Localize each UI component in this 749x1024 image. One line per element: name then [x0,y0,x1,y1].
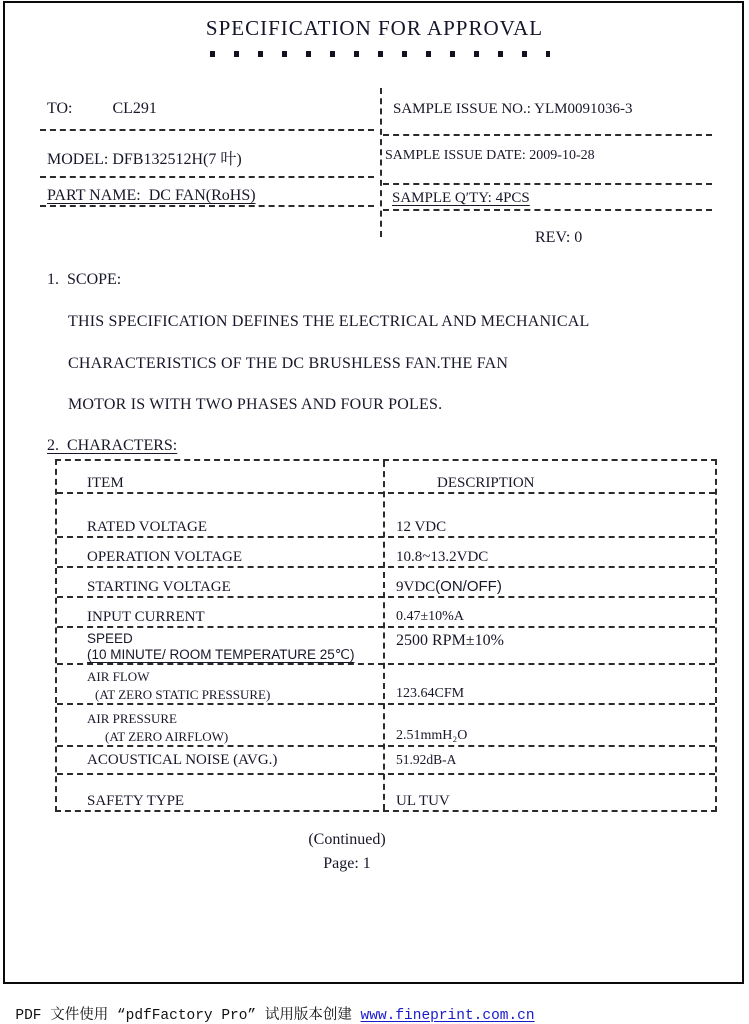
sample-qty-field: SAMPLE Q′TY: 4PCS [392,190,530,206]
table-header-row [57,461,715,494]
item-cell [57,669,383,703]
table-header-description: DESCRIPTION [437,475,535,491]
header-rule-right-1 [383,134,712,136]
header-column-divider [380,88,382,237]
item-label: OPERATION VOLTAGE [87,549,243,565]
header-rule-left-3 [40,205,374,207]
description-value: 123.64CFM [396,686,465,702]
table-row-acoustical-noise [57,747,715,775]
description-value: 0.47±10%A [396,609,464,625]
sample-issue-no-field: SAMPLE ISSUE NO.: YLM0091036-3 [393,101,633,117]
scope-line-1: THIS SPECIFICATION DEFINES THE ELECTRICAL AND MECHANICAL [68,313,590,330]
description-value: UL TUV [396,793,450,809]
table-row-air-pressure [57,705,715,747]
header-rule-right-3 [383,209,712,211]
description-value: 51.92dB-A [396,751,457,767]
continued-note: (Continued) [308,831,386,848]
item-sublabel: (AT ZERO AIRFLOW) [105,729,229,745]
rev-field: REV: 0 [535,229,583,246]
to-value: CL291 [112,100,157,117]
item-label: STARTING VOLTAGE [87,579,231,595]
page-number: Page: 1 [323,855,371,872]
table-row-speed [57,628,715,665]
table-row-input-current [57,598,715,628]
item-cell [57,631,383,663]
to-field [47,100,157,118]
title-dotted-underline [210,51,550,57]
table-row-rated-voltage [57,494,715,538]
pdf-notice-text: PDF 文件使用 “pdfFactory Pro” 试用版本创建 [15,1008,361,1024]
item-label: SPEED [87,630,133,646]
item-label: SAFETY TYPE [87,793,185,809]
item-cell [57,711,383,745]
pdf-footer-notice [0,987,535,1024]
description-value: 12 VDC [396,519,447,535]
table-row-operation-voltage [57,538,715,568]
characters-table [55,459,717,812]
part-name-field: PART NAME: DC FAN(RoHS) [47,187,256,204]
sample-issue-date-field: SAMPLE ISSUE DATE: 2009-10-28 [385,148,595,163]
table-row-air-flow [57,665,715,705]
page-title: SPECIFICATION FOR APPROVAL [205,16,544,40]
description-value: 2.51mmH₂O [396,728,468,744]
item-label: AIR PRESSURE [87,710,177,726]
item-label: AIR FLOW [87,668,150,684]
to-label: TO: [47,100,73,117]
item-sublabel: (AT ZERO STATIC PRESSURE) [95,687,271,703]
item-label: INPUT CURRENT [87,609,205,625]
description-value: 10.8~13.2VDC [396,549,489,565]
table-row-starting-voltage [57,568,715,598]
fineprint-link[interactable]: www.fineprint.com.cn [360,1008,535,1024]
description-value-suffix: (ON/OFF) [435,578,502,595]
description-value: 9VDC(ON/OFF) [396,578,502,595]
scope-line-3: MOTOR IS WITH TWO PHASES AND FOUR POLES. [68,396,443,413]
item-label: ACOUSTICAL NOISE (AVG.) [87,752,278,768]
scope-heading: 1. SCOPE: [47,271,122,288]
table-header-item: ITEM [87,475,124,491]
table-row-safety-type [57,775,715,810]
characters-heading: 2. CHARACTERS: [47,437,178,454]
header-rule-left-1 [40,129,374,131]
item-sublabel: (10 MINUTE/ ROOM TEMPERATURE 25℃) [87,646,355,662]
model-field: MODEL: DFB132512H(7 叶) [47,151,242,168]
scope-line-2: CHARACTERISTICS OF THE DC BRUSHLESS FAN.THE FAN [68,355,509,372]
header-rule-right-2 [383,183,712,185]
header-rule-left-2 [40,176,374,178]
item-label: RATED VOLTAGE [87,519,208,535]
description-value: 2500 RPM±10% [396,632,504,649]
